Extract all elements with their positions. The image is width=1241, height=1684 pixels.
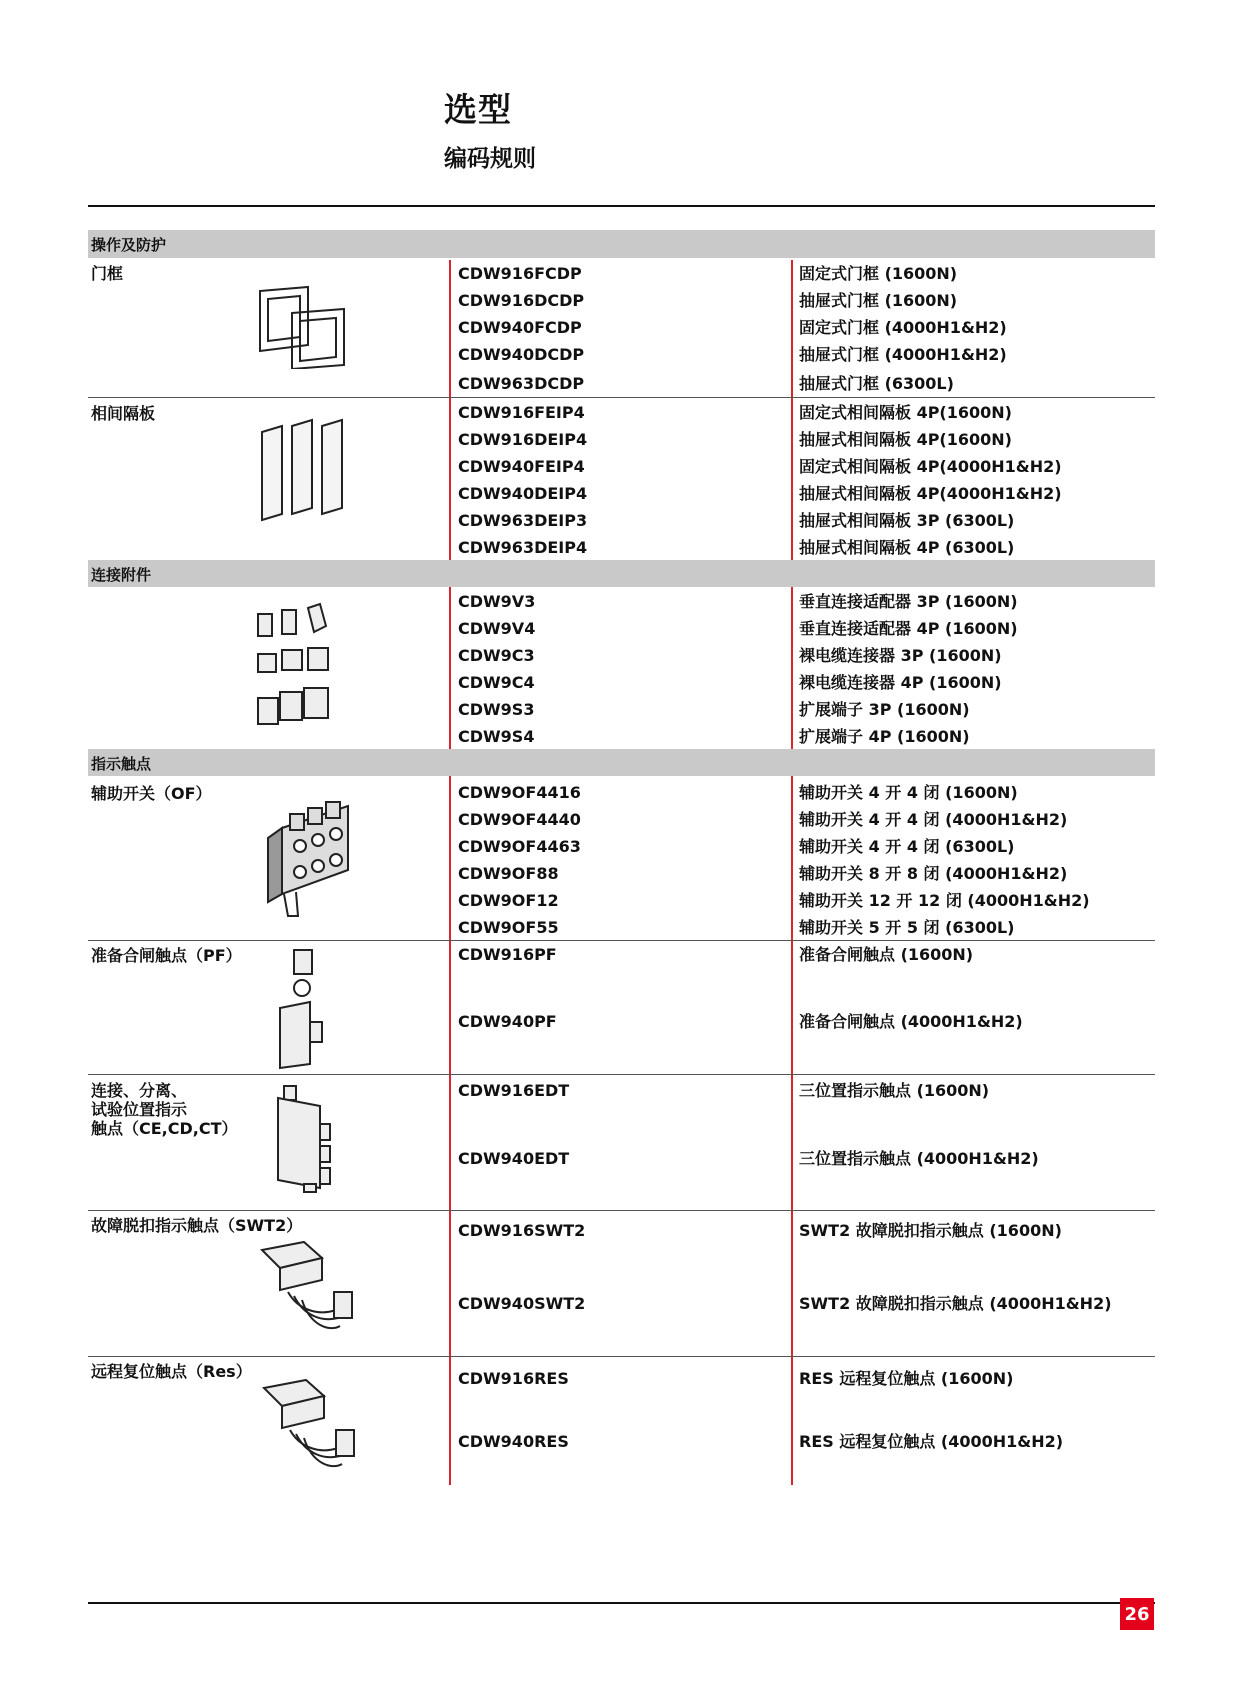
product-code: CDW940FCDP xyxy=(458,318,582,337)
category-line: 试验位置指示 xyxy=(91,1100,188,1119)
product-code: CDW940SWT2 xyxy=(458,1294,586,1313)
section-title: 操作及防护 xyxy=(91,236,167,254)
auxiliary-switch-illustration xyxy=(266,798,354,918)
product-code: CDW916FCDP xyxy=(458,264,582,283)
product-code: CDW9V4 xyxy=(458,619,536,638)
product-description: 辅助开关 8 开 8 闭 (4000H1&H2) xyxy=(799,864,1068,883)
product-code: CDW9S4 xyxy=(458,727,535,746)
remote-reset-illustration xyxy=(260,1378,360,1474)
product-code: CDW963DEIP3 xyxy=(458,511,588,530)
product-code: CDW9OF88 xyxy=(458,864,559,883)
product-description: 辅助开关 4 开 4 闭 (6300L) xyxy=(799,837,1015,856)
category-door-frame: 门框 xyxy=(91,264,124,283)
column-divider-left xyxy=(449,260,451,1485)
page-number-badge: 26 xyxy=(1120,1598,1154,1630)
section-header-connection-accessories xyxy=(88,560,1155,587)
product-code: CDW916EDT xyxy=(458,1081,570,1100)
page-subtitle: 编码规则 xyxy=(444,146,536,172)
product-description: 三位置指示触点 (1600N) xyxy=(799,1081,990,1100)
product-code: CDW9V3 xyxy=(458,592,536,611)
product-description: 固定式门框 (4000H1&H2) xyxy=(799,318,1007,337)
product-description: SWT2 故障脱扣指示触点 (4000H1&H2) xyxy=(799,1294,1112,1313)
section-title: 指示触点 xyxy=(91,755,152,773)
page-title: 选型 xyxy=(444,90,512,129)
product-description: 三位置指示触点 (4000H1&H2) xyxy=(799,1149,1039,1168)
product-description: RES 远程复位触点 (4000H1&H2) xyxy=(799,1432,1064,1451)
product-description: 垂直连接适配器 3P (1600N) xyxy=(799,592,1018,611)
product-code: CDW916PF xyxy=(458,945,557,964)
product-code: CDW9OF4416 xyxy=(458,783,581,802)
product-description: 抽屉式相间隔板 4P (6300L) xyxy=(799,538,1015,557)
category-position-indicator xyxy=(91,1081,238,1138)
product-code: CDW940PF xyxy=(458,1012,557,1031)
product-code: CDW916DCDP xyxy=(458,291,585,310)
product-description: 抽屉式相间隔板 4P(1600N) xyxy=(799,430,1012,449)
product-description: 抽屉式门框 (1600N) xyxy=(799,291,958,310)
product-description: 准备合闸触点 (4000H1&H2) xyxy=(799,1012,1023,1031)
category-remote-reset: 远程复位触点（Res） xyxy=(91,1362,252,1381)
category-line: 连接、分离、 xyxy=(91,1081,188,1100)
product-code: CDW9C3 xyxy=(458,646,535,665)
connection-accessories-illustration xyxy=(256,602,334,730)
product-description: 垂直连接适配器 4P (1600N) xyxy=(799,619,1018,638)
product-description: 扩展端子 4P (1600N) xyxy=(799,727,970,746)
product-code: CDW940DEIP4 xyxy=(458,484,588,503)
product-code: CDW916SWT2 xyxy=(458,1221,586,1240)
product-code: CDW9OF12 xyxy=(458,891,559,910)
product-description: 准备合闸触点 (1600N) xyxy=(799,945,974,964)
product-description: 辅助开关 12 开 12 闭 (4000H1&H2) xyxy=(799,891,1090,910)
product-description: 裸电缆连接器 4P (1600N) xyxy=(799,673,1002,692)
row-divider xyxy=(88,1074,1155,1075)
product-description: 固定式相间隔板 4P(1600N) xyxy=(799,403,1012,422)
position-indicator-illustration xyxy=(274,1084,334,1194)
product-description: 辅助开关 4 开 4 闭 (4000H1&H2) xyxy=(799,810,1068,829)
fault-trip-indicator-illustration xyxy=(258,1240,358,1336)
product-description: 抽屉式相间隔板 3P (6300L) xyxy=(799,511,1015,530)
category-auxiliary-switch: 辅助开关（OF） xyxy=(91,784,212,803)
product-code: CDW9OF4463 xyxy=(458,837,581,856)
category-line: 触点（CE,CD,CT） xyxy=(91,1119,238,1138)
phase-barrier-illustration xyxy=(256,418,348,524)
column-divider-right xyxy=(791,260,793,1485)
bottom-divider xyxy=(88,1602,1155,1604)
category-fault-trip-indicator: 故障脱扣指示触点（SWT2） xyxy=(91,1216,303,1235)
door-frame-illustration xyxy=(256,285,348,369)
section-header-indicator-contacts xyxy=(88,749,1155,776)
ready-to-close-illustration xyxy=(276,948,326,1070)
row-divider xyxy=(88,940,1155,941)
product-description: 固定式门框 (1600N) xyxy=(799,264,958,283)
section-title: 连接附件 xyxy=(91,566,152,584)
row-divider xyxy=(88,1356,1155,1357)
product-code: CDW940EDT xyxy=(458,1149,570,1168)
product-description: 抽屉式门框 (6300L) xyxy=(799,374,954,393)
row-divider xyxy=(88,1210,1155,1211)
product-code: CDW9OF55 xyxy=(458,918,559,937)
product-description: RES 远程复位触点 (1600N) xyxy=(799,1369,1014,1388)
product-description: 抽屉式门框 (4000H1&H2) xyxy=(799,345,1007,364)
product-code: CDW963DEIP4 xyxy=(458,538,588,557)
product-description: 扩展端子 3P (1600N) xyxy=(799,700,970,719)
product-description: 辅助开关 5 开 5 闭 (6300L) xyxy=(799,918,1015,937)
product-code: CDW940DCDP xyxy=(458,345,585,364)
top-divider xyxy=(88,205,1155,207)
product-description: 抽屉式相间隔板 4P(4000H1&H2) xyxy=(799,484,1062,503)
product-code: CDW940RES xyxy=(458,1432,569,1451)
product-code: CDW916DEIP4 xyxy=(458,430,588,449)
product-code: CDW9OF4440 xyxy=(458,810,581,829)
product-code: CDW9S3 xyxy=(458,700,535,719)
product-code: CDW940FEIP4 xyxy=(458,457,585,476)
product-description: SWT2 故障脱扣指示触点 (1600N) xyxy=(799,1221,1062,1240)
product-code: CDW9C4 xyxy=(458,673,535,692)
product-code: CDW963DCDP xyxy=(458,374,585,393)
product-code: CDW916RES xyxy=(458,1369,569,1388)
category-ready-to-close: 准备合闸触点（PF） xyxy=(91,946,242,965)
product-code: CDW916FEIP4 xyxy=(458,403,585,422)
product-description: 固定式相间隔板 4P(4000H1&H2) xyxy=(799,457,1062,476)
product-description: 裸电缆连接器 3P (1600N) xyxy=(799,646,1002,665)
category-phase-barrier: 相间隔板 xyxy=(91,404,156,423)
product-description: 辅助开关 4 开 4 闭 (1600N) xyxy=(799,783,1018,802)
product-code-table xyxy=(88,230,1155,1485)
row-divider xyxy=(88,397,1155,398)
section-header-operation-protection xyxy=(88,230,1155,258)
